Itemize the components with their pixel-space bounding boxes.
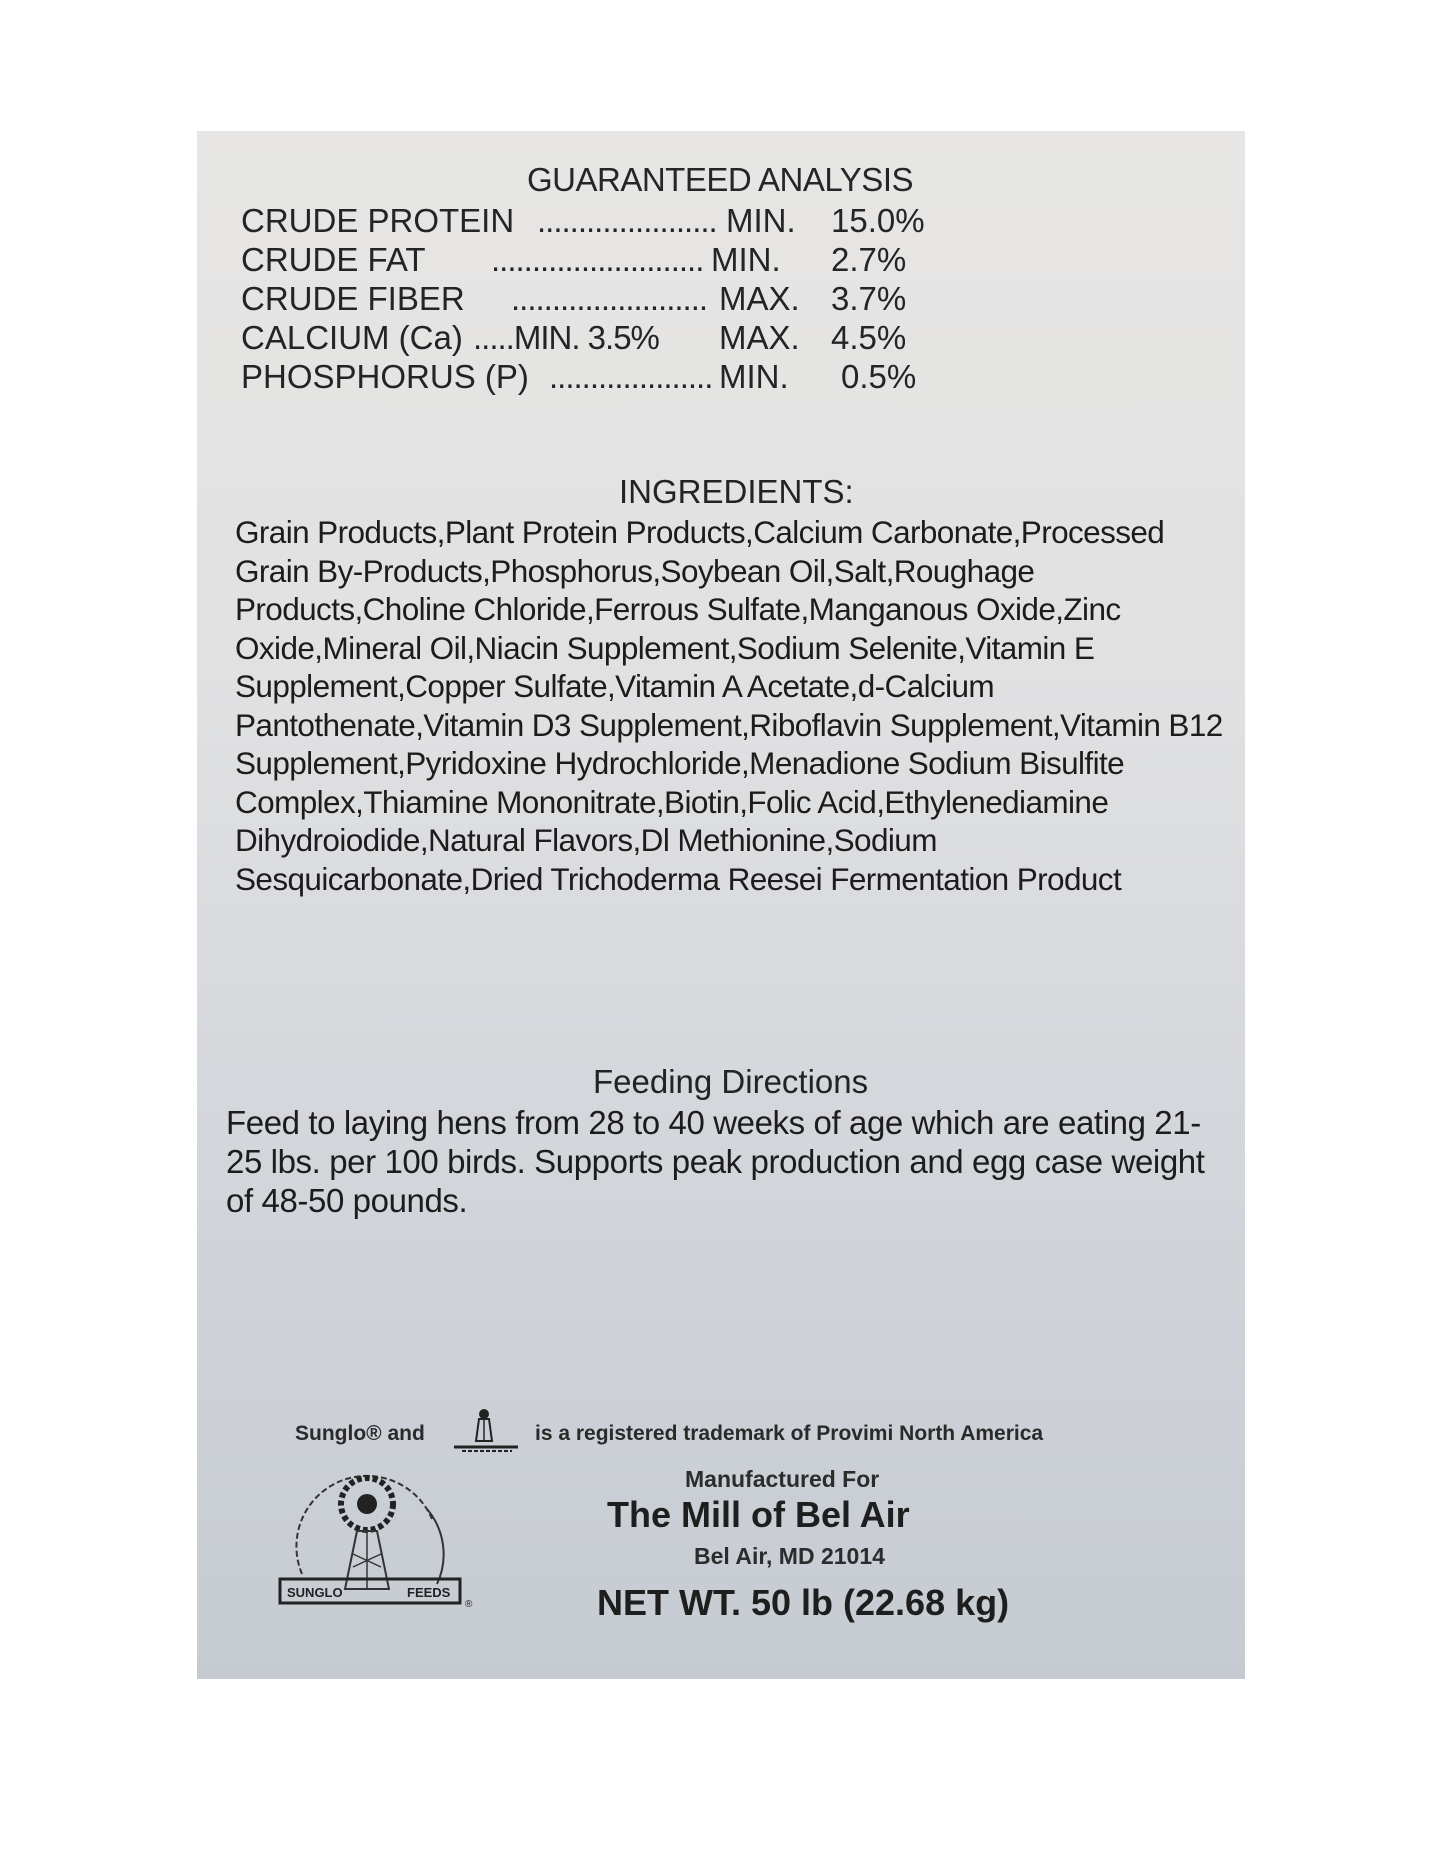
analysis-qualifier: MAX. xyxy=(719,280,800,317)
ingredients-title: INGREDIENTS: xyxy=(619,473,854,510)
feeding-directions-text: Feed to laying hens from 28 to 40 weeks of age which are eating 21-25 lbs. per 100 birds. Supports peak production and egg case weight of 48-50 pounds. xyxy=(226,1104,1205,1219)
svg-text:®: ® xyxy=(465,1599,473,1609)
analysis-leader: .......................... xyxy=(491,241,704,278)
analysis-value: 4.5% xyxy=(831,319,907,356)
analysis-name: CRUDE PROTEIN xyxy=(241,202,515,239)
company-address: Bel Air, MD 21014 xyxy=(694,1543,885,1569)
analysis-value: 0.5% xyxy=(841,358,917,395)
analysis-qualifier: MIN. xyxy=(726,202,796,239)
analysis-value: 3.7% xyxy=(831,280,907,317)
analysis-qualifier: MIN. xyxy=(711,241,781,278)
ingredients-text: Grain Products,Plant Protein Products,Calcium Carbonate,Processed Grain By-Products,Phosphorus,Soybean Oil,Salt,Roughage Products,Choline Chloride,Ferrous Sulfate,Manganous Oxide,Zinc Oxide,Mineral Oil,Niacin Supplement,Sodium Selenite,Vitamin E Supplement,Copper Sulfate,Vitamin A Acetate,d-Calcium Pantothenate,Vitamin D3 Supplement,Riboflavin Supplement,Vitamin B12 Supplement,Pyridoxine Hydrochloride,Menadione Sodium Bisulfite Complex,Thiamine Mononitrate,Biotin,Folic Acid,Ethylenediamine Dihydroiodide,Natural Flavors,Dl Methionine,Sodium Sesquicarbonate,Dried Trichoderma Reesei Fermentation Product xyxy=(235,514,1223,897)
analysis-leader: .....MIN. 3.5% xyxy=(473,319,659,356)
trademark-prefix: Sunglo® and xyxy=(295,1422,425,1445)
analysis-leader: ........................ xyxy=(511,280,708,317)
analysis-name: PHOSPHORUS (P) xyxy=(241,358,529,395)
feeding-directions-title: Feeding Directions xyxy=(593,1063,869,1100)
analysis-qualifier: MIN. xyxy=(719,358,789,395)
sunglo-feeds-logo xyxy=(277,1449,527,1609)
company-name: The Mill of Bel Air xyxy=(607,1494,910,1535)
net-weight: NET WT. 50 lb (22.68 kg) xyxy=(597,1582,1010,1623)
analysis-value: 15.0% xyxy=(831,202,925,239)
analysis-leader: ...................... xyxy=(537,202,717,239)
analysis-leader: .................... xyxy=(549,358,713,395)
analysis-name: CRUDE FIBER xyxy=(241,280,465,317)
svg-text:FEEDS: FEEDS xyxy=(407,1585,451,1600)
manufactured-for-label: Manufactured For xyxy=(685,1466,880,1492)
svg-text:SUNGLO: SUNGLO xyxy=(287,1585,343,1600)
analysis-name: CALCIUM (Ca) xyxy=(241,319,463,356)
analysis-value: 2.7% xyxy=(831,241,907,278)
analysis-name: CRUDE FAT xyxy=(241,241,426,278)
feed-label xyxy=(197,131,1245,1679)
guaranteed-analysis-title: GUARANTEED ANALYSIS xyxy=(527,161,914,198)
analysis-qualifier: MAX. xyxy=(719,319,800,356)
trademark-text: is a registered trademark of Provimi North America xyxy=(535,1422,1044,1445)
